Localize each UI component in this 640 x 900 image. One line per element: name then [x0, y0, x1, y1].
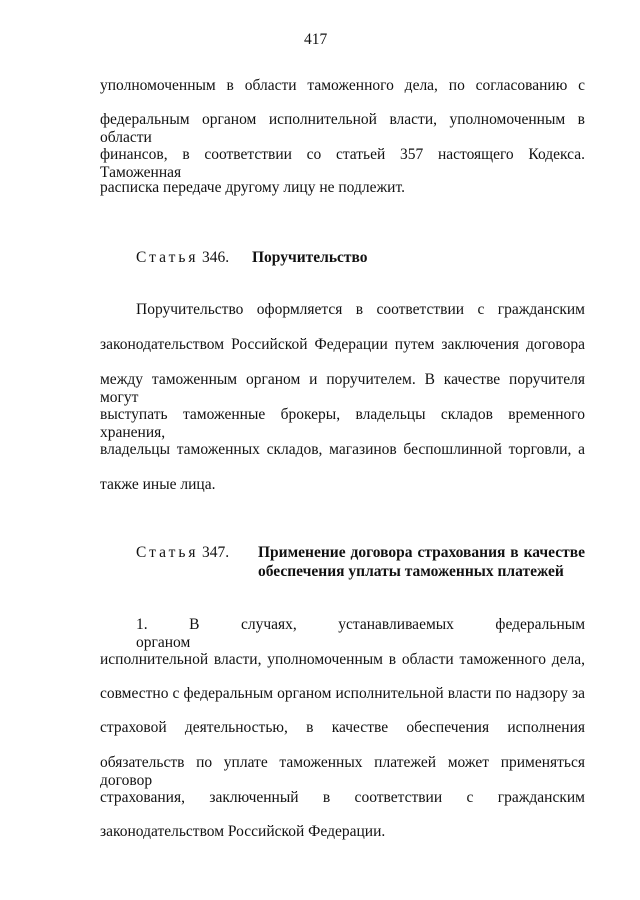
page-number: 417 [304, 31, 328, 48]
article-title-line: Применение договора страхования в качестве [258, 544, 585, 561]
text-line: страховой деятельностью, в качестве обеспечения исполнения [100, 719, 585, 736]
text-line: Поручительство оформляется в соответствии с гражданским [136, 301, 585, 318]
text-line: страхования, заключенный в соответствии с гражданским [100, 789, 585, 806]
article-number: 346. [202, 249, 230, 266]
text-line: уполномоченным в области таможенного дела, по согласованию с [100, 77, 585, 94]
text-line: совместно с федеральным органом исполнительной власти по надзору за [100, 685, 585, 702]
text-line: также иные лица. [100, 476, 216, 493]
text-line: законодательством Российской Федерации. [100, 823, 386, 840]
article-label: Статья [136, 544, 199, 561]
text-line: законодательством Российской Федерации путем заключения договора [100, 336, 585, 353]
text-line: владельцы таможенных складов, магазинов беспошлинной торговли, а [100, 441, 585, 458]
article-label: Статья [136, 249, 199, 266]
text-line: исполнительной власти, уполномоченным в области таможенного дела, [100, 651, 585, 668]
text-line: федеральным органом исполнительной власти, уполномоченным в области [100, 111, 585, 146]
article-title: Поручительство [252, 249, 368, 266]
article-number: 347. [202, 544, 230, 561]
text-line: между таможенным органом и поручителем. В качестве поручителя могут [100, 371, 585, 406]
article-title-line: обеспечения уплаты таможенных платежей [258, 563, 564, 580]
text-line: финансов, в соответствии со статьей 357 настоящего Кодекса. Таможенная [100, 146, 585, 181]
text-line: расписка передаче другому лицу не подлежит. [100, 179, 405, 196]
text-line: выступать таможенные брокеры, владельцы складов временного хранения, [100, 406, 585, 441]
text-line: 1. В случаях, устанавливаемых федеральным органом [136, 616, 585, 651]
text-line: обязательств по уплате таможенных платежей может применяться договор [100, 754, 585, 789]
